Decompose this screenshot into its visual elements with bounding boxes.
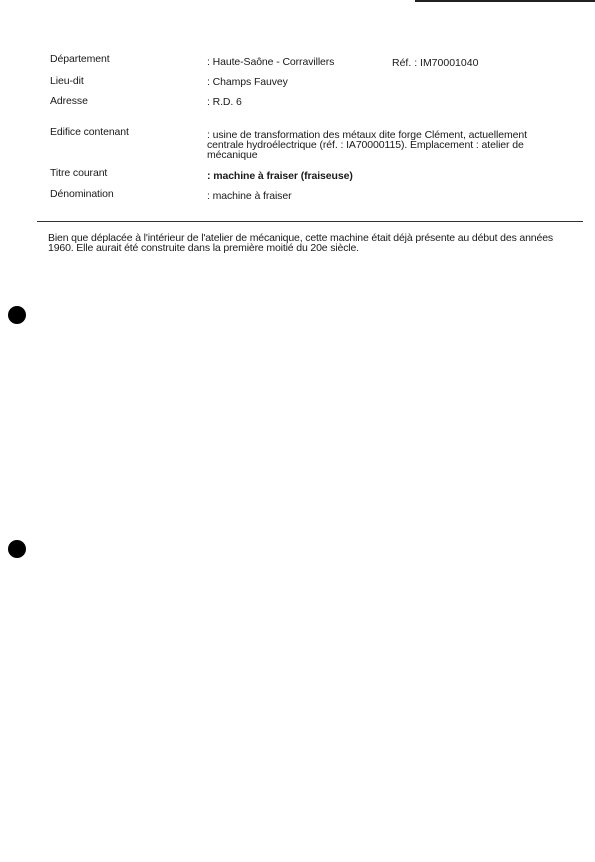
- reference: [392, 57, 478, 69]
- reference-value: : IM70001040: [414, 57, 479, 69]
- reference-label: Réf.: [392, 57, 412, 69]
- departement-value: : Haute-Saône - Corravillers: [207, 56, 335, 68]
- lieu-dit-label: Lieu-dit: [50, 75, 84, 87]
- adresse-label: Adresse: [50, 95, 88, 107]
- punch-hole-icon: [8, 306, 26, 324]
- titre-label: Titre courant: [50, 167, 108, 179]
- top-edge-rule: [415, 0, 595, 2]
- edifice-value: : usine de transformation des métaux dite forge Clément, actuellement centrale hydroélectrique (réf. : IA70000115). Emplacement : atelier de mécanique: [207, 129, 527, 161]
- edifice-label: Edifice contenant: [50, 126, 129, 138]
- punch-hole-icon: [8, 540, 26, 558]
- denomination-label: Dénomination: [50, 188, 114, 200]
- departement-label: Département: [50, 53, 110, 65]
- adresse-value: : R.D. 6: [207, 96, 242, 108]
- historique-paragraph: Bien que déplacée à l'intérieur de l'atelier de mécanique, cette machine était déjà présente au début des années 1960. Elle aurait été construite dans la première moitié du 20e siècle.: [48, 232, 553, 254]
- lieu-dit-value: : Champs Fauvey: [207, 76, 288, 88]
- denomination-value: : machine à fraiser: [207, 190, 292, 202]
- titre-value: : machine à fraiser (fraiseuse): [207, 170, 353, 182]
- section-divider: [37, 221, 583, 222]
